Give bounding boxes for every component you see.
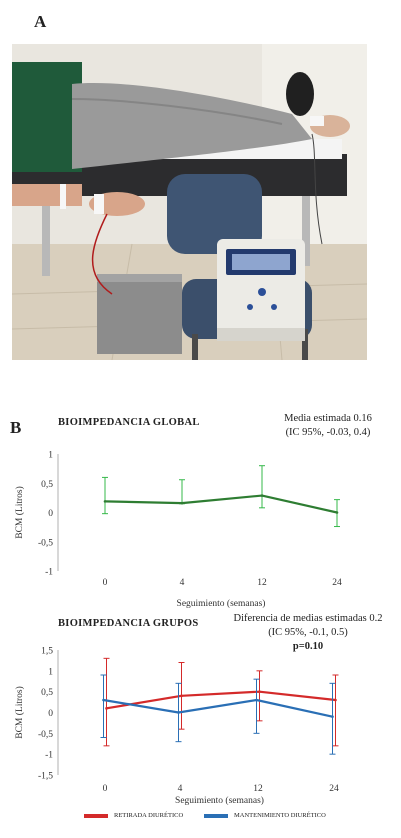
chart2-ytick-label: -0,5 (37, 729, 53, 740)
chart1-title: BIOIMPEDANCIA GLOBAL (58, 417, 200, 428)
panel-a-label: A (34, 12, 47, 31)
chart2-point-s1 (177, 711, 180, 714)
panel-b-label: B (10, 418, 22, 437)
legend-swatch-mantenimiento (204, 814, 228, 818)
chart1-ylabel: BCM (Litros) (15, 486, 25, 539)
chart1-point-s0 (336, 511, 339, 514)
chart-global (0, 440, 401, 640)
chart1-note-line2: (IC 95%, -0.03, 0.4) (285, 427, 371, 438)
chart1-estimate-note (258, 412, 398, 440)
chart2-point-s1 (102, 699, 105, 702)
legend-label-retirada: RETIRADA DIURÉTICO (114, 812, 184, 819)
chart2-point-s0 (258, 690, 261, 693)
chart1-point-s0 (104, 500, 107, 503)
chart2-xlabel: Seguimiento (semanas) (175, 796, 264, 806)
chart2-xtick-label: 0 (102, 784, 108, 794)
chart2-ytick-label: 1 (48, 667, 53, 678)
chart1-ytick-label: 0,5 (41, 479, 53, 490)
chart1-ytick-label: 1 (48, 450, 53, 461)
chart2-xtick-label: 4 (177, 784, 183, 794)
chart-groups (0, 640, 401, 820)
chart2-xtick-label: 24 (329, 784, 339, 794)
legend-swatch-retirada (84, 814, 108, 818)
chart2-point-s1 (255, 699, 258, 702)
legend-label-mantenimiento: MANTENIMIENTO DIURÉTICO (234, 812, 326, 819)
chart1-series-line-s0 (105, 496, 337, 513)
chart1-point-s0 (181, 502, 184, 505)
chart1-ytick-label: 0 (48, 509, 53, 519)
chart1-xlabel: Seguimiento (semanas) (176, 599, 266, 609)
chart1-ytick-label: -0,5 (37, 538, 53, 549)
chart1-point-s0 (261, 494, 264, 497)
chart1-xtick-label: 24 (332, 578, 342, 588)
chart2-ytick-label: 1,5 (41, 646, 53, 657)
chart2-ytick-label: -1,5 (37, 771, 53, 782)
chart1-xtick-label: 12 (257, 578, 267, 588)
chart2-point-s0 (105, 707, 108, 710)
legend-retirada (84, 812, 183, 819)
chart2-ylabel: BCM (Litros) (15, 686, 25, 739)
chart1-note-line1: Media estimada 0.16 (284, 413, 372, 424)
patient-bioimpedance-photo (12, 44, 367, 360)
legend-mantenimiento (204, 812, 326, 819)
chart2-ytick-label: 0,5 (41, 688, 53, 699)
chart2-title: BIOIMPEDANCIA GRUPOS (58, 618, 199, 629)
chart2-point-s0 (180, 695, 183, 698)
chart2-p-value: p=0.10 (292, 641, 324, 652)
chart2-note-line1: Diferencia de medias estimadas 0.2 (233, 613, 383, 624)
chart2-xtick-label: 12 (253, 784, 263, 794)
chart2-note-line2: (IC 95%, -0.1, 0.5) (268, 627, 348, 638)
chart2-ytick-label: -1 (45, 750, 53, 761)
chart1-xtick-label: 4 (179, 578, 185, 588)
chart2-point-s1 (331, 715, 334, 718)
chart1-ytick-label: -1 (45, 567, 53, 578)
chart1-xtick-label: 0 (102, 578, 108, 588)
chart2-point-s0 (334, 699, 337, 702)
chart2-ytick-label: 0 (48, 709, 53, 719)
